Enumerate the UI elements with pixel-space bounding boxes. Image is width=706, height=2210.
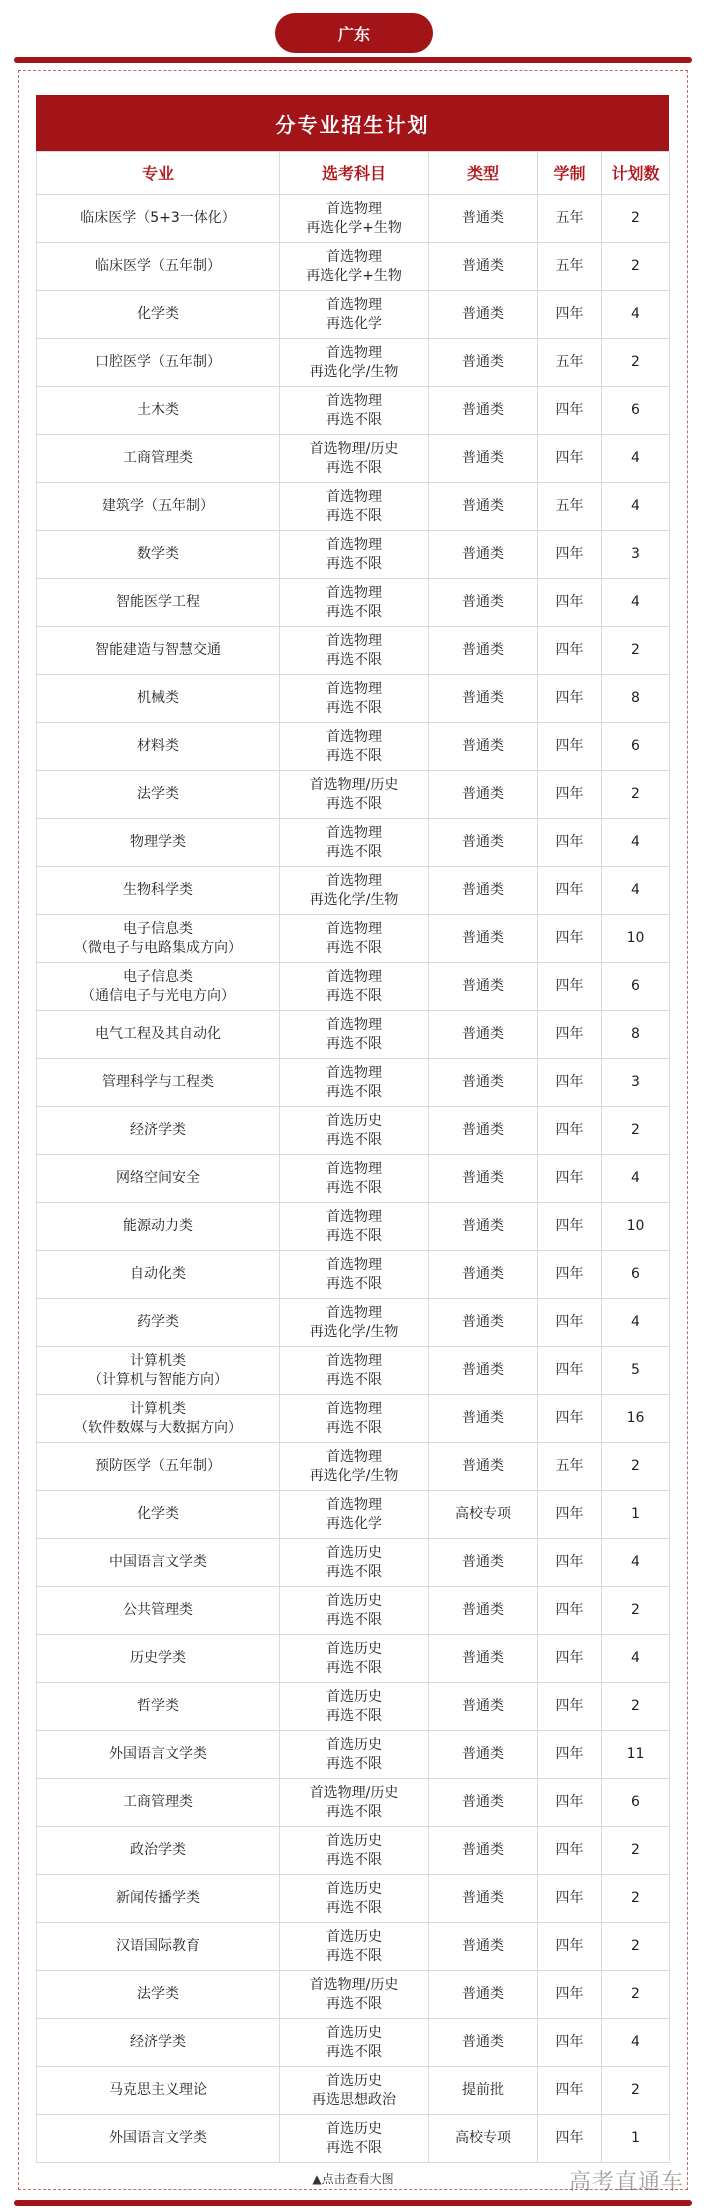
- table-row: [37, 483, 670, 531]
- cell-plan: 2: [602, 195, 670, 243]
- cell-duration: 四年: [538, 627, 602, 675]
- cell-plan: 4: [602, 867, 670, 915]
- cell-major: 生物科学类: [37, 867, 280, 915]
- cell-major: 中国语言文学类: [37, 1539, 280, 1587]
- cell-subjects: 首选物理 再选不限: [280, 627, 429, 675]
- cell-duration: 五年: [538, 195, 602, 243]
- cell-duration: 四年: [538, 1683, 602, 1731]
- cell-subjects: 首选物理 再选不限: [280, 675, 429, 723]
- cell-type: 普通类: [429, 963, 538, 1011]
- watermark: 高考直通车: [568, 2170, 684, 2195]
- table-row: [37, 1875, 670, 1923]
- cell-subjects: 首选物理 再选化学/生物: [280, 1443, 429, 1491]
- cell-major: 工商管理类: [37, 435, 280, 483]
- cell-type: 普通类: [429, 1155, 538, 1203]
- table-row: [37, 2067, 670, 2115]
- cell-duration: 四年: [538, 1875, 602, 1923]
- cell-major: 计算机类 （计算机与智能方向）: [37, 1347, 280, 1395]
- cell-plan: 1: [602, 1491, 670, 1539]
- cell-duration: 四年: [538, 1779, 602, 1827]
- cell-type: 普通类: [429, 1251, 538, 1299]
- cell-plan: 2: [602, 1683, 670, 1731]
- cell-plan: 10: [602, 1203, 670, 1251]
- table-row: [37, 1059, 670, 1107]
- cell-plan: 6: [602, 1779, 670, 1827]
- cell-duration: 四年: [538, 2019, 602, 2067]
- cell-major: 数学类: [37, 531, 280, 579]
- header-type: 类型: [429, 152, 538, 195]
- cell-major: 政治学类: [37, 1827, 280, 1875]
- header-row: [37, 152, 670, 195]
- cell-plan: 2: [602, 771, 670, 819]
- cell-plan: 6: [602, 1251, 670, 1299]
- cell-major: 自动化类: [37, 1251, 280, 1299]
- cell-plan: 2: [602, 1923, 670, 1971]
- cell-major: 电子信息类 （通信电子与光电方向）: [37, 963, 280, 1011]
- cell-major: 工商管理类: [37, 1779, 280, 1827]
- cell-major: 经济学类: [37, 2019, 280, 2067]
- cell-duration: 四年: [538, 675, 602, 723]
- cell-plan: 6: [602, 387, 670, 435]
- cell-subjects: 首选历史 再选思想政治: [280, 2067, 429, 2115]
- cell-major: 预防医学（五年制）: [37, 1443, 280, 1491]
- cell-plan: 4: [602, 1155, 670, 1203]
- table-row: [37, 1635, 670, 1683]
- cell-plan: 4: [602, 819, 670, 867]
- cell-type: 普通类: [429, 1539, 538, 1587]
- cell-type: 普通类: [429, 1347, 538, 1395]
- header-major: 专业: [37, 152, 280, 195]
- cell-duration: 四年: [538, 771, 602, 819]
- cell-duration: 四年: [538, 1923, 602, 1971]
- table-row: [37, 915, 670, 963]
- cell-subjects: 首选物理 再选不限: [280, 963, 429, 1011]
- cell-plan: 6: [602, 723, 670, 771]
- cell-duration: 五年: [538, 339, 602, 387]
- cell-plan: 2: [602, 1107, 670, 1155]
- cell-major: 网络空间安全: [37, 1155, 280, 1203]
- cell-major: 智能医学工程: [37, 579, 280, 627]
- header-subjects: 选考科目: [280, 152, 429, 195]
- table-row: [37, 867, 670, 915]
- cell-subjects: 首选历史 再选不限: [280, 1107, 429, 1155]
- cell-subjects: 首选物理 再选化学: [280, 291, 429, 339]
- cell-major: 化学类: [37, 1491, 280, 1539]
- cell-duration: 四年: [538, 1299, 602, 1347]
- cell-duration: 四年: [538, 2067, 602, 2115]
- top-divider: [14, 57, 692, 63]
- cell-duration: 四年: [538, 1539, 602, 1587]
- cell-subjects: 首选历史 再选不限: [280, 2019, 429, 2067]
- cell-subjects: 首选物理 再选不限: [280, 1347, 429, 1395]
- cell-type: 普通类: [429, 1635, 538, 1683]
- cell-plan: 4: [602, 1635, 670, 1683]
- cell-subjects: 首选历史 再选不限: [280, 1731, 429, 1779]
- table-row: [37, 1203, 670, 1251]
- table-row: [37, 1011, 670, 1059]
- cell-type: 普通类: [429, 867, 538, 915]
- cell-subjects: 首选物理 再选化学/生物: [280, 867, 429, 915]
- cell-major: 药学类: [37, 1299, 280, 1347]
- cell-plan: 4: [602, 2019, 670, 2067]
- cell-major: 法学类: [37, 1971, 280, 2019]
- cell-plan: 2: [602, 1443, 670, 1491]
- table-row: [37, 1779, 670, 1827]
- cell-major: 外国语言文学类: [37, 1731, 280, 1779]
- cell-major: 新闻传播学类: [37, 1875, 280, 1923]
- cell-type: 普通类: [429, 1587, 538, 1635]
- cell-duration: 四年: [538, 1731, 602, 1779]
- cell-major: 马克思主义理论: [37, 2067, 280, 2115]
- cell-plan: 4: [602, 579, 670, 627]
- cell-duration: 四年: [538, 579, 602, 627]
- cell-type: 普通类: [429, 771, 538, 819]
- cell-type: 普通类: [429, 819, 538, 867]
- cell-major: 经济学类: [37, 1107, 280, 1155]
- table-row: [37, 243, 670, 291]
- cell-plan: 2: [602, 627, 670, 675]
- cell-duration: 五年: [538, 1443, 602, 1491]
- cell-major: 外国语言文学类: [37, 2115, 280, 2163]
- cell-subjects: 首选历史 再选不限: [280, 1587, 429, 1635]
- table-row: [37, 1731, 670, 1779]
- table-row: [37, 1107, 670, 1155]
- table-row: [37, 1971, 670, 2019]
- cell-plan: 2: [602, 2067, 670, 2115]
- cell-plan: 10: [602, 915, 670, 963]
- cell-plan: 3: [602, 531, 670, 579]
- cell-plan: 2: [602, 1971, 670, 2019]
- cell-major: 哲学类: [37, 1683, 280, 1731]
- table-row: [37, 771, 670, 819]
- cell-duration: 四年: [538, 1587, 602, 1635]
- cell-subjects: 首选物理 再选不限: [280, 723, 429, 771]
- table-row: [37, 1683, 670, 1731]
- cell-type: 普通类: [429, 675, 538, 723]
- cell-plan: 2: [602, 1875, 670, 1923]
- table-row: [37, 1827, 670, 1875]
- header-plan: 计划数: [602, 152, 670, 195]
- cell-major: 化学类: [37, 291, 280, 339]
- cell-type: 普通类: [429, 1779, 538, 1827]
- table-row: [37, 195, 670, 243]
- cell-type: 高校专项: [429, 1491, 538, 1539]
- cell-plan: 16: [602, 1395, 670, 1443]
- cell-duration: 四年: [538, 723, 602, 771]
- cell-subjects: 首选物理 再选不限: [280, 1203, 429, 1251]
- header-duration: 学制: [538, 152, 602, 195]
- cell-major: 物理学类: [37, 819, 280, 867]
- cell-type: 普通类: [429, 1683, 538, 1731]
- cell-major: 能源动力类: [37, 1203, 280, 1251]
- cell-duration: 四年: [538, 1971, 602, 2019]
- table-row: [37, 435, 670, 483]
- table-row: [37, 1587, 670, 1635]
- enrollment-table: [36, 151, 670, 2163]
- cell-subjects: 首选物理 再选不限: [280, 915, 429, 963]
- cell-duration: 四年: [538, 1635, 602, 1683]
- cell-duration: 四年: [538, 1059, 602, 1107]
- cell-type: 普通类: [429, 1011, 538, 1059]
- cell-plan: 4: [602, 1539, 670, 1587]
- cell-major: 计算机类 （软件数媒与大数据方向）: [37, 1395, 280, 1443]
- cell-type: 普通类: [429, 243, 538, 291]
- cell-plan: 4: [602, 1299, 670, 1347]
- table-row: [37, 387, 670, 435]
- cell-plan: 2: [602, 1827, 670, 1875]
- cell-duration: 四年: [538, 963, 602, 1011]
- cell-plan: 4: [602, 435, 670, 483]
- cell-plan: 8: [602, 1011, 670, 1059]
- cell-major: 机械类: [37, 675, 280, 723]
- cell-duration: 四年: [538, 2115, 602, 2163]
- cell-duration: 四年: [538, 1107, 602, 1155]
- region-label: 广东: [337, 24, 370, 44]
- cell-subjects: 首选物理 再选化学+生物: [280, 243, 429, 291]
- cell-duration: 四年: [538, 867, 602, 915]
- cell-major: 土木类: [37, 387, 280, 435]
- view-large-hint[interactable]: ▲点击查看大图: [312, 2172, 394, 2186]
- cell-subjects: 首选历史 再选不限: [280, 1539, 429, 1587]
- cell-subjects: 首选物理 再选不限: [280, 1251, 429, 1299]
- cell-type: 普通类: [429, 1971, 538, 2019]
- cell-subjects: 首选物理 再选不限: [280, 579, 429, 627]
- cell-subjects: 首选物理 再选化学: [280, 1491, 429, 1539]
- cell-type: 普通类: [429, 1059, 538, 1107]
- cell-subjects: 首选物理 再选不限: [280, 387, 429, 435]
- cell-major: 临床医学（五年制）: [37, 243, 280, 291]
- cell-major: 公共管理类: [37, 1587, 280, 1635]
- cell-plan: 8: [602, 675, 670, 723]
- cell-type: 普通类: [429, 2019, 538, 2067]
- table-row: [37, 2019, 670, 2067]
- table-row: [37, 1443, 670, 1491]
- cell-subjects: 首选物理/历史 再选不限: [280, 1779, 429, 1827]
- cell-major: 建筑学（五年制）: [37, 483, 280, 531]
- table-row: [37, 1923, 670, 1971]
- cell-type: 普通类: [429, 339, 538, 387]
- cell-subjects: 首选物理 再选不限: [280, 1395, 429, 1443]
- table-row: [37, 2115, 670, 2163]
- cell-subjects: 首选物理/历史 再选不限: [280, 771, 429, 819]
- table-row: [37, 531, 670, 579]
- table-row: [37, 1491, 670, 1539]
- cell-type: 高校专项: [429, 2115, 538, 2163]
- cell-plan: 2: [602, 339, 670, 387]
- cell-major: 材料类: [37, 723, 280, 771]
- cell-subjects: 首选物理 再选化学+生物: [280, 195, 429, 243]
- cell-duration: 四年: [538, 387, 602, 435]
- cell-duration: 四年: [538, 291, 602, 339]
- cell-type: 普通类: [429, 1443, 538, 1491]
- cell-duration: 五年: [538, 483, 602, 531]
- cell-type: 普通类: [429, 195, 538, 243]
- table-row: [37, 963, 670, 1011]
- cell-subjects: 首选物理 再选不限: [280, 1059, 429, 1107]
- cell-type: 普通类: [429, 291, 538, 339]
- table-row: [37, 675, 670, 723]
- cell-duration: 四年: [538, 1203, 602, 1251]
- cell-subjects: 首选历史 再选不限: [280, 1923, 429, 1971]
- cell-type: 普通类: [429, 435, 538, 483]
- cell-type: 普通类: [429, 1923, 538, 1971]
- cell-type: 普通类: [429, 1395, 538, 1443]
- cell-major: 电子信息类 （微电子与电路集成方向）: [37, 915, 280, 963]
- cell-type: 普通类: [429, 1731, 538, 1779]
- cell-plan: 5: [602, 1347, 670, 1395]
- cell-duration: 四年: [538, 1251, 602, 1299]
- cell-type: 普通类: [429, 387, 538, 435]
- cell-subjects: 首选物理 再选化学/生物: [280, 339, 429, 387]
- cell-subjects: 首选历史 再选不限: [280, 1827, 429, 1875]
- cell-duration: 五年: [538, 243, 602, 291]
- table-row: [37, 627, 670, 675]
- cell-plan: 4: [602, 483, 670, 531]
- cell-type: 普通类: [429, 1107, 538, 1155]
- cell-type: 普通类: [429, 483, 538, 531]
- cell-type: 普通类: [429, 1875, 538, 1923]
- cell-subjects: 首选物理 再选不限: [280, 1011, 429, 1059]
- table-row: [37, 1299, 670, 1347]
- cell-major: 管理科学与工程类: [37, 1059, 280, 1107]
- cell-subjects: 首选物理 再选不限: [280, 483, 429, 531]
- cell-plan: 1: [602, 2115, 670, 2163]
- cell-subjects: 首选物理 再选不限: [280, 1155, 429, 1203]
- table-row: [37, 1251, 670, 1299]
- cell-type: 普通类: [429, 579, 538, 627]
- enrollment-panel: [36, 95, 669, 2163]
- cell-subjects: 首选物理 再选化学/生物: [280, 1299, 429, 1347]
- cell-duration: 四年: [538, 819, 602, 867]
- table-row: [37, 1155, 670, 1203]
- table-row: [37, 1395, 670, 1443]
- cell-type: 普通类: [429, 1203, 538, 1251]
- cell-type: 提前批: [429, 2067, 538, 2115]
- cell-subjects: 首选历史 再选不限: [280, 2115, 429, 2163]
- cell-duration: 四年: [538, 1491, 602, 1539]
- table-title: 分专业招生计划: [36, 95, 669, 151]
- cell-type: 普通类: [429, 915, 538, 963]
- cell-major: 口腔医学（五年制）: [37, 339, 280, 387]
- cell-plan: 3: [602, 1059, 670, 1107]
- cell-duration: 四年: [538, 915, 602, 963]
- cell-duration: 四年: [538, 1347, 602, 1395]
- table-row: [37, 819, 670, 867]
- cell-subjects: 首选历史 再选不限: [280, 1635, 429, 1683]
- cell-major: 临床医学（5+3一体化）: [37, 195, 280, 243]
- table-row: [37, 723, 670, 771]
- cell-plan: 4: [602, 291, 670, 339]
- cell-major: 法学类: [37, 771, 280, 819]
- table-row: [37, 1539, 670, 1587]
- cell-subjects: 首选历史 再选不限: [280, 1875, 429, 1923]
- cell-type: 普通类: [429, 531, 538, 579]
- cell-plan: 2: [602, 1587, 670, 1635]
- table-row: [37, 1347, 670, 1395]
- cell-plan: 6: [602, 963, 670, 1011]
- cell-subjects: 首选物理/历史 再选不限: [280, 1971, 429, 2019]
- region-tab[interactable]: [275, 13, 433, 53]
- cell-major: 电气工程及其自动化: [37, 1011, 280, 1059]
- cell-subjects: 首选物理 再选不限: [280, 819, 429, 867]
- cell-major: 历史学类: [37, 1635, 280, 1683]
- cell-type: 普通类: [429, 1827, 538, 1875]
- cell-type: 普通类: [429, 723, 538, 771]
- cell-major: 汉语国际教育: [37, 1923, 280, 1971]
- cell-duration: 四年: [538, 1395, 602, 1443]
- cell-plan: 11: [602, 1731, 670, 1779]
- cell-duration: 四年: [538, 1827, 602, 1875]
- table-row: [37, 579, 670, 627]
- cell-type: 普通类: [429, 627, 538, 675]
- cell-duration: 四年: [538, 1155, 602, 1203]
- cell-duration: 四年: [538, 1011, 602, 1059]
- bottom-divider: [14, 2200, 692, 2206]
- cell-major: 智能建造与智慧交通: [37, 627, 280, 675]
- cell-duration: 四年: [538, 435, 602, 483]
- cell-subjects: 首选物理 再选不限: [280, 531, 429, 579]
- cell-duration: 四年: [538, 531, 602, 579]
- table-row: [37, 339, 670, 387]
- table-row: [37, 291, 670, 339]
- cell-subjects: 首选物理/历史 再选不限: [280, 435, 429, 483]
- cell-plan: 2: [602, 243, 670, 291]
- cell-subjects: 首选历史 再选不限: [280, 1683, 429, 1731]
- cell-type: 普通类: [429, 1299, 538, 1347]
